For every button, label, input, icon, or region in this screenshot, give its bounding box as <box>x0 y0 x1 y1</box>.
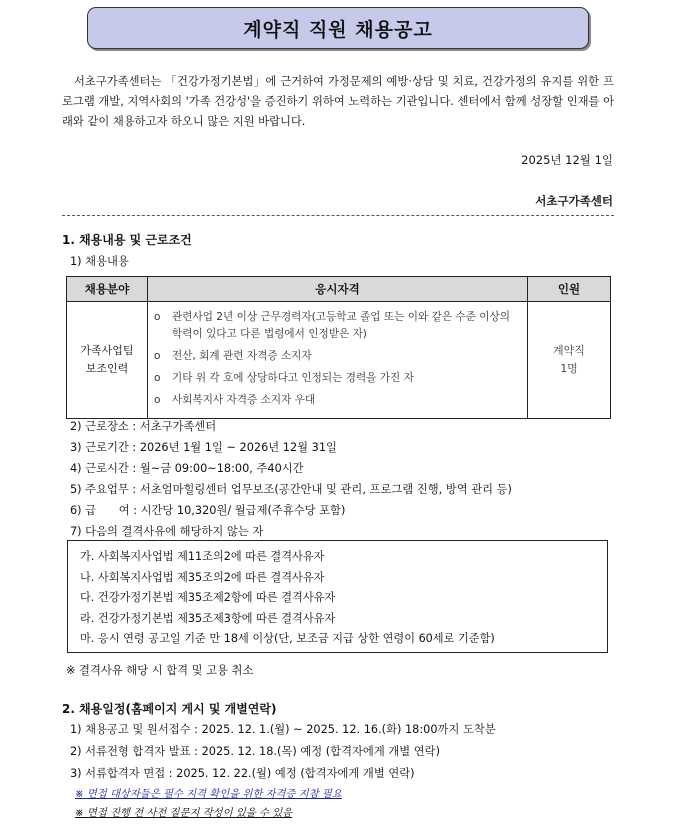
interview-footnote: ※ 면접 대상자들은 필수 지격 확인을 위한 자격증 지참 필요 <box>75 788 342 800</box>
recruitment-table <box>66 276 611 419</box>
field-name: 가족사업팀 <box>80 344 134 357</box>
bullet-mark: o <box>154 311 161 323</box>
disqualification-box <box>67 540 608 653</box>
table-header-row <box>67 277 611 302</box>
section2-heading: 2. 채용일정(홈페이지 게시 및 개별연락) <box>62 702 277 716</box>
qualifications-cell <box>148 302 528 419</box>
disqualification-item: 마. 응시 연령 공고일 기준 만 18세 이상(단, 보조금 지급 상한 연령이 60세로 기준함) <box>80 632 495 645</box>
condition-item: 4) 근로시간 : 월~금 09:00~18:00, 주40시간 <box>70 462 304 475</box>
organization-name: 서초구가족센터 <box>535 194 613 208</box>
condition-item: 3) 근로기간 : 2026년 1월 1일 ~ 2026년 12월 31일 <box>70 441 337 454</box>
qualification-text: 사회복지사 자격증 소지자 우대 <box>172 394 316 406</box>
condition-item: 5) 주요업무 : 서초엄마힐링센터 업무보조(공간안내 및 관리, 프로그램 진행, 방역 관리 등) <box>70 483 512 496</box>
schedule-list <box>70 719 496 785</box>
table-header: 채용분야 <box>67 277 148 302</box>
qualification-text: 관련사업 2년 이상 근무경력자(고등학교 졸업 또는 이와 같은 수준 이상의 학력이 있다고 다른 법령에서 인정받은 자) <box>172 311 510 340</box>
work-conditions-list <box>70 416 512 542</box>
employment-type: 계약직 <box>553 344 585 357</box>
title-banner <box>87 7 589 49</box>
page-title: 계약직 직원 채용공고 <box>243 18 433 41</box>
disqualification-item: 라. 건강가정기본법 제35조제3항에 따른 결격사유자 <box>80 611 336 625</box>
qualification-item <box>154 309 521 343</box>
bullet-mark: o <box>154 350 161 362</box>
condition-item: 7) 다음의 결격사유에 해당하지 않는 자 <box>70 525 264 538</box>
table-row <box>67 302 611 419</box>
section1-sub-heading: 1) 채용내용 <box>70 255 129 268</box>
headcount-cell <box>528 302 611 419</box>
bullet-mark: o <box>154 372 161 384</box>
table-header: 인원 <box>528 277 611 302</box>
schedule-item: 1) 채용공고 및 원서접수 : 2025. 12. 1.(월) ~ 2025. 12. 16.(화) 18:00까지 도착분 <box>70 723 496 736</box>
headcount: 1명 <box>560 362 578 375</box>
intro-paragraph: 서초구가족센터는 「건강가정기본법」에 근거하여 가정문제의 예방·상담 및 치료, 건강가정의 유지를 위한 프로그램 개발, 지역사회의 '가족 건강성'을 증진하기 위하여 노력하는 기관입니다. 센터에서 함께 성장할 인재를 아래와 같이 채용하고자 하오니 많은 지원 바랍니다. <box>62 75 614 128</box>
condition-item: 2) 근로장소 : 서초구가족센터 <box>70 420 217 433</box>
qualification-item <box>154 370 521 387</box>
table-header: 응시자격 <box>148 277 528 302</box>
divider <box>62 215 614 216</box>
bullet-mark: o <box>154 394 161 406</box>
interview-footnote: ※ 면접 진행 전 사전 질문지 작성이 있을 수 있음 <box>75 807 293 819</box>
qualification-text: 전산, 회계 관련 자격증 소지자 <box>172 350 312 362</box>
announcement-date: 2025년 12월 1일 <box>521 153 613 167</box>
disqualification-item: 다. 건강가정기본법 제35조제2항에 따른 결격사유자 <box>80 591 336 604</box>
qualification-item <box>154 348 521 365</box>
field-cell <box>67 302 148 419</box>
section1-heading: 1. 채용내용 및 근로조건 <box>62 233 192 247</box>
qualification-item <box>154 392 521 409</box>
qualification-text: 기타 위 각 호에 상당하다고 인정되는 경력을 가진 자 <box>172 372 414 384</box>
schedule-item: 3) 서류합격자 면접 : 2025. 12. 22.(월) 예정 (합격자에게 개별 연락) <box>70 767 415 780</box>
condition-item: 6) 급 여 : 시간당 10,320원/ 월급제(주휴수당 포함) <box>70 504 346 517</box>
disqualification-note: ※ 결격사유 해당 시 합격 및 고용 취소 <box>66 664 254 677</box>
disqualification-item: 나. 사회복지사업법 제35조의2에 따른 결격사유자 <box>80 570 325 584</box>
field-role: 보조인력 <box>85 362 129 375</box>
schedule-item: 2) 서류전형 합격자 발표 : 2025. 12. 18.(목) 예정 (합격자에게 개별 연락) <box>70 745 440 758</box>
disqualification-item: 가. 사회복지사업법 제11조의2에 따른 결격사유자 <box>80 550 325 563</box>
